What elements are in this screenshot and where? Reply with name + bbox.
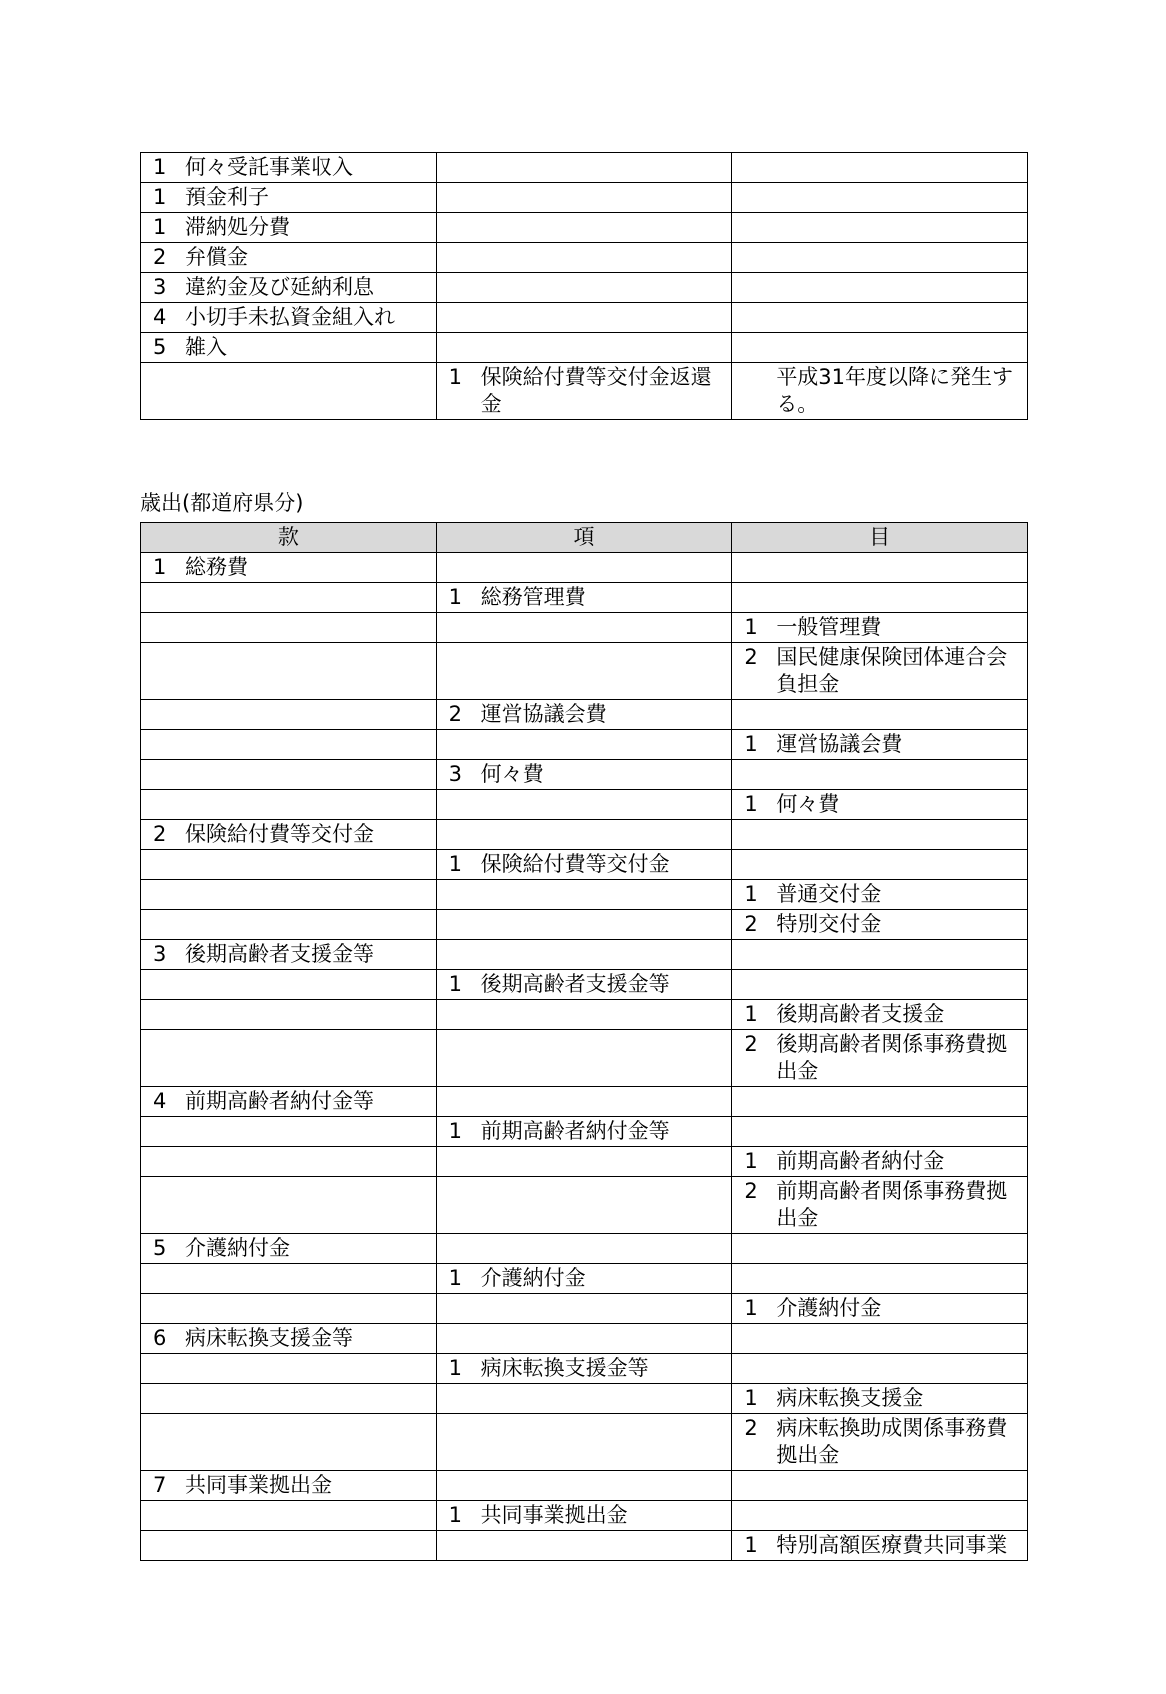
- item-number: 4: [153, 305, 167, 329]
- cell-kou: [436, 1117, 732, 1147]
- cell-content: [732, 791, 1021, 818]
- item-number: 1: [744, 615, 758, 639]
- item-label: 運営協議会費: [776, 732, 903, 756]
- cell-moku: [732, 1384, 1028, 1414]
- cell-kan: [141, 1414, 437, 1471]
- cell-moku: [732, 153, 1028, 183]
- header-row: [141, 523, 1028, 553]
- item-label: 何々受託事業収入: [185, 155, 353, 179]
- cell-kan: [141, 583, 437, 613]
- item-label: 普通交付金: [776, 882, 882, 906]
- item-number: 1: [153, 555, 167, 579]
- cell-kan: [141, 1030, 437, 1087]
- cell-kan: [141, 730, 437, 760]
- item-number: 2: [153, 822, 167, 846]
- cell-kou: [436, 1414, 732, 1471]
- table-row: [141, 303, 1028, 333]
- cell-kan: [141, 940, 437, 970]
- cell-kou: [436, 880, 732, 910]
- item-label: 弁償金: [185, 245, 248, 269]
- cell-kou: [436, 760, 732, 790]
- item-label: 何々費: [776, 792, 840, 816]
- cell-kan: [141, 790, 437, 820]
- item-label: 一般管理費: [776, 615, 882, 639]
- item-number: 2: [744, 912, 758, 936]
- cell-kou: [436, 730, 732, 760]
- cell-content: [141, 1088, 430, 1115]
- cell-content: [141, 554, 430, 581]
- item-number: 3: [448, 762, 463, 786]
- table-row: [141, 1177, 1028, 1234]
- cell-kan: [141, 1177, 437, 1234]
- cell-moku: [732, 790, 1028, 820]
- item-label: 何々費: [480, 762, 544, 786]
- cell-kou: [436, 1177, 732, 1234]
- cell-content: [437, 701, 726, 728]
- cell-kou: [436, 183, 732, 213]
- cell-content: [437, 761, 726, 788]
- item-number: 5: [153, 335, 167, 359]
- item-number: 1: [448, 1356, 463, 1380]
- cell-content: [732, 911, 1021, 938]
- cell-moku: [732, 850, 1028, 880]
- table-row: [141, 700, 1028, 730]
- cell-content: [732, 644, 1021, 698]
- table-row: [141, 583, 1028, 613]
- item-number: 1: [744, 792, 758, 816]
- item-label: 後期高齢者支援金等: [480, 972, 670, 996]
- item-number: 1: [153, 215, 167, 239]
- item-number: [732, 364, 776, 418]
- cell-moku: [732, 273, 1028, 303]
- cell-moku: [732, 1117, 1028, 1147]
- cell-content: [437, 1355, 726, 1382]
- item-number: 1: [744, 882, 758, 906]
- cell-content: [437, 584, 726, 611]
- item-label: 総務費: [185, 555, 248, 579]
- cell-moku: [732, 760, 1028, 790]
- item-number: 7: [153, 1473, 167, 1497]
- table-row: [141, 333, 1028, 363]
- table-row: [141, 1087, 1028, 1117]
- cell-content: [732, 1415, 1021, 1469]
- cell-moku: [732, 1471, 1028, 1501]
- cell-moku: [732, 820, 1028, 850]
- item-label: 平成31年度以降に発生する。: [776, 365, 1014, 416]
- item-label: 後期高齢者支援金等: [185, 942, 374, 966]
- item-label: 前期高齢者納付金: [776, 1149, 945, 1173]
- item-label: 介護納付金: [185, 1236, 290, 1260]
- item-number: 1: [153, 155, 167, 179]
- cell-kan: [141, 1354, 437, 1384]
- cell-kan: [141, 970, 437, 1000]
- table-row: [141, 730, 1028, 760]
- revenue-table: [140, 152, 1028, 420]
- cell-content: [732, 881, 1021, 908]
- cell-moku: [732, 1294, 1028, 1324]
- table-row: [141, 1531, 1028, 1561]
- table-row: [141, 1471, 1028, 1501]
- cell-kou: [436, 1471, 732, 1501]
- item-number: 5: [153, 1236, 167, 1260]
- table-row: [141, 820, 1028, 850]
- table-row: [141, 553, 1028, 583]
- cell-content: [732, 1385, 1021, 1412]
- cell-kou: [436, 213, 732, 243]
- cell-kou: [436, 940, 732, 970]
- cell-kan: [141, 183, 437, 213]
- cell-kou: [436, 1324, 732, 1354]
- item-number: 2: [744, 1416, 758, 1440]
- cell-moku: [732, 1414, 1028, 1471]
- table-row: [141, 1324, 1028, 1354]
- item-number: 1: [448, 365, 463, 389]
- item-number: 2: [744, 1032, 758, 1056]
- item-number: 1: [744, 1533, 758, 1557]
- cell-kan: [141, 363, 437, 420]
- cell-kou: [436, 1087, 732, 1117]
- cell-moku: [732, 700, 1028, 730]
- cell-content: [437, 1502, 726, 1529]
- table-row: [141, 183, 1028, 213]
- cell-kou: [436, 553, 732, 583]
- cell-kan: [141, 1117, 437, 1147]
- cell-kou: [436, 273, 732, 303]
- cell-content: [732, 1148, 1021, 1175]
- cell-kan: [141, 880, 437, 910]
- cell-content: [732, 1031, 1021, 1085]
- cell-kou: [436, 1264, 732, 1294]
- cell-kan: [141, 700, 437, 730]
- item-number: 3: [153, 275, 167, 299]
- cell-content: [732, 1295, 1021, 1322]
- cell-kou: [436, 1354, 732, 1384]
- cell-content: [141, 334, 430, 361]
- item-number: 1: [448, 585, 463, 609]
- item-label: 病床転換支援金: [776, 1386, 924, 1410]
- table-row: [141, 880, 1028, 910]
- table-row: [141, 850, 1028, 880]
- cell-kan: [141, 910, 437, 940]
- item-label: 特別交付金: [776, 912, 882, 936]
- cell-kan: [141, 1294, 437, 1324]
- cell-moku: [732, 1531, 1028, 1561]
- table-row: [141, 910, 1028, 940]
- table-row: [141, 790, 1028, 820]
- header-kan: 款: [141, 523, 437, 553]
- cell-moku: [732, 1147, 1028, 1177]
- item-number: 1: [448, 1266, 463, 1290]
- cell-kan: [141, 760, 437, 790]
- cell-content: [437, 971, 726, 998]
- cell-moku: [732, 940, 1028, 970]
- item-number: 1: [448, 1503, 463, 1527]
- table-row: [141, 1264, 1028, 1294]
- item-label: 後期高齢者支援金: [776, 1002, 945, 1026]
- cell-moku: [732, 1264, 1028, 1294]
- cell-kou: [436, 1030, 732, 1087]
- cell-kou: [436, 1000, 732, 1030]
- cell-kan: [141, 613, 437, 643]
- item-label: 保険給付費等交付金返還金: [480, 365, 712, 416]
- table-row: [141, 970, 1028, 1000]
- cell-kou: [436, 153, 732, 183]
- item-number: 2: [448, 702, 463, 726]
- cell-moku: [732, 1000, 1028, 1030]
- item-number: 1: [153, 185, 167, 209]
- table-row: [141, 363, 1028, 420]
- cell-content: [437, 364, 726, 418]
- table-row: [141, 153, 1028, 183]
- cell-kou: [436, 850, 732, 880]
- cell-moku: [732, 553, 1028, 583]
- cell-kou: [436, 1531, 732, 1561]
- item-label: 国民健康保険団体連合会負担金: [776, 645, 1008, 696]
- item-number: 4: [153, 1089, 167, 1113]
- table-row: [141, 1000, 1028, 1030]
- item-label: 総務管理費: [480, 585, 586, 609]
- cell-kou: [436, 700, 732, 730]
- table-row: [141, 1294, 1028, 1324]
- cell-content: [141, 184, 430, 211]
- cell-moku: [732, 970, 1028, 1000]
- item-label: 共同事業拠出金: [480, 1503, 628, 1527]
- cell-content: [141, 244, 430, 271]
- cell-moku: [732, 880, 1028, 910]
- cell-content: [732, 1001, 1021, 1028]
- table-row: [141, 643, 1028, 700]
- item-number: 2: [744, 645, 758, 669]
- cell-kan: [141, 553, 437, 583]
- table-row: [141, 1414, 1028, 1471]
- cell-kou: [436, 613, 732, 643]
- cell-content: [732, 731, 1021, 758]
- cell-content: [732, 614, 1021, 641]
- table-row: [141, 940, 1028, 970]
- header-kou: 項: [436, 523, 732, 553]
- cell-kou: [436, 363, 732, 420]
- item-number: 1: [744, 1149, 758, 1173]
- cell-kan: [141, 213, 437, 243]
- item-label: 小切手未払資金組入れ: [185, 305, 395, 329]
- expenditure-caption: 歳出(都道府県分): [140, 491, 304, 515]
- cell-kou: [436, 303, 732, 333]
- cell-kou: [436, 820, 732, 850]
- item-number: 2: [153, 245, 167, 269]
- item-label: 介護納付金: [480, 1266, 586, 1290]
- cell-content: [732, 1532, 1021, 1559]
- item-label: 保険給付費等交付金: [480, 852, 670, 876]
- cell-kan: [141, 850, 437, 880]
- cell-kan: [141, 1324, 437, 1354]
- cell-moku: [732, 1324, 1028, 1354]
- item-label: 前期高齢者納付金等: [185, 1089, 374, 1113]
- cell-moku: [732, 303, 1028, 333]
- cell-kan: [141, 1000, 437, 1030]
- table-row: [141, 1354, 1028, 1384]
- cell-moku: [732, 1501, 1028, 1531]
- cell-moku: [732, 1030, 1028, 1087]
- item-label: 保険給付費等交付金: [185, 822, 374, 846]
- item-label: 病床転換支援金等: [480, 1356, 649, 1380]
- cell-kou: [436, 1294, 732, 1324]
- cell-kan: [141, 333, 437, 363]
- cell-kou: [436, 1384, 732, 1414]
- cell-content: [141, 304, 430, 331]
- item-label: 雑入: [185, 335, 227, 359]
- item-number: 1: [448, 1119, 463, 1143]
- table-row: [141, 1384, 1028, 1414]
- item-label: 特別高額医療費共同事業: [776, 1533, 1008, 1557]
- cell-content: [732, 1178, 1021, 1232]
- table-row: [141, 213, 1028, 243]
- item-label: 滞納処分費: [185, 215, 290, 239]
- table-row: [141, 760, 1028, 790]
- cell-kou: [436, 910, 732, 940]
- item-label: 後期高齢者関係事務費拠出金: [776, 1032, 1008, 1083]
- item-label: 預金利子: [185, 185, 269, 209]
- cell-moku: [732, 363, 1028, 420]
- cell-moku: [732, 583, 1028, 613]
- cell-kan: [141, 303, 437, 333]
- expenditure-table: [140, 522, 1028, 1561]
- item-number: 1: [744, 732, 758, 756]
- item-number: 1: [744, 1002, 758, 1026]
- cell-kan: [141, 153, 437, 183]
- cell-content: [437, 1265, 726, 1292]
- table-row: [141, 613, 1028, 643]
- cell-content: [732, 364, 1021, 418]
- cell-kou: [436, 970, 732, 1000]
- table-row: [141, 1501, 1028, 1531]
- cell-kan: [141, 1087, 437, 1117]
- table-row: [141, 1147, 1028, 1177]
- cell-moku: [732, 1087, 1028, 1117]
- cell-kan: [141, 820, 437, 850]
- cell-kou: [436, 333, 732, 363]
- cell-moku: [732, 1177, 1028, 1234]
- cell-moku: [732, 183, 1028, 213]
- table-row: [141, 1234, 1028, 1264]
- item-label: 介護納付金: [776, 1296, 882, 1320]
- cell-content: [437, 851, 726, 878]
- cell-moku: [732, 910, 1028, 940]
- item-label: 病床転換支援金等: [185, 1326, 353, 1350]
- cell-kan: [141, 1531, 437, 1561]
- table-row: [141, 1117, 1028, 1147]
- cell-moku: [732, 1234, 1028, 1264]
- item-number: 2: [744, 1179, 758, 1203]
- cell-kan: [141, 243, 437, 273]
- cell-content: [141, 1325, 430, 1352]
- cell-kan: [141, 1264, 437, 1294]
- header-moku: 目: [732, 523, 1028, 553]
- item-number: 6: [153, 1326, 167, 1350]
- cell-kou: [436, 243, 732, 273]
- cell-kan: [141, 1471, 437, 1501]
- cell-kan: [141, 1501, 437, 1531]
- cell-content: [141, 214, 430, 241]
- cell-content: [141, 821, 430, 848]
- cell-content: [141, 1472, 430, 1499]
- table-row: [141, 273, 1028, 303]
- item-number: 1: [448, 972, 463, 996]
- cell-kou: [436, 583, 732, 613]
- cell-kan: [141, 1234, 437, 1264]
- cell-content: [141, 154, 430, 181]
- cell-moku: [732, 213, 1028, 243]
- cell-content: [141, 941, 430, 968]
- cell-moku: [732, 333, 1028, 363]
- item-label: 運営協議会費: [480, 702, 607, 726]
- item-label: 共同事業拠出金: [185, 1473, 332, 1497]
- cell-kan: [141, 1147, 437, 1177]
- item-label: 違約金及び延納利息: [185, 275, 374, 299]
- item-label: 前期高齢者納付金等: [480, 1119, 670, 1143]
- cell-kan: [141, 643, 437, 700]
- item-number: 1: [448, 852, 463, 876]
- table-row: [141, 1030, 1028, 1087]
- cell-kou: [436, 1234, 732, 1264]
- cell-content: [141, 274, 430, 301]
- cell-moku: [732, 1354, 1028, 1384]
- cell-kan: [141, 273, 437, 303]
- item-number: 3: [153, 942, 167, 966]
- cell-moku: [732, 613, 1028, 643]
- cell-content: [437, 1118, 726, 1145]
- cell-kou: [436, 1501, 732, 1531]
- cell-kou: [436, 790, 732, 820]
- cell-content: [141, 1235, 430, 1262]
- cell-moku: [732, 643, 1028, 700]
- cell-kou: [436, 1147, 732, 1177]
- table-row: [141, 243, 1028, 273]
- item-label: 前期高齢者関係事務費拠出金: [776, 1179, 1008, 1230]
- item-number: 1: [744, 1296, 758, 1320]
- cell-moku: [732, 730, 1028, 760]
- item-number: 1: [744, 1386, 758, 1410]
- item-label: 病床転換助成関係事務費拠出金: [776, 1416, 1008, 1467]
- cell-kou: [436, 643, 732, 700]
- cell-moku: [732, 243, 1028, 273]
- cell-kan: [141, 1384, 437, 1414]
